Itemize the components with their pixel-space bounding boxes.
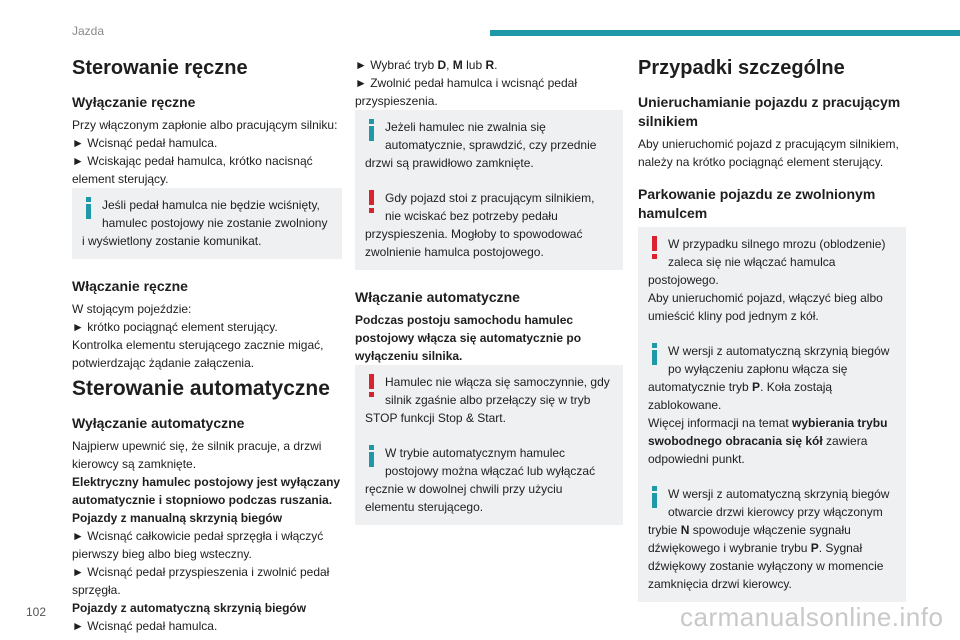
heading-automatic-release: Wyłączanie automatyczne — [72, 415, 245, 432]
step: ► Wcisnąć pedał przyspieszenia i zwolnić pedał sprzęgła. — [72, 564, 330, 597]
warning-icon — [650, 236, 660, 260]
note-text: Gdy pojazd stoi z pracującym silnikiem, nie wciskać bez potrzeby pedału przyspieszenia. Mogłoby to spowodować zwolnienie hamulca postojowego. — [365, 191, 595, 259]
heading-manual-control: Sterowanie ręczne — [72, 57, 248, 79]
heading-manual-release: Wyłączanie ręczne — [72, 94, 196, 110]
info-icon — [367, 119, 377, 143]
step: ► Wcisnąć pedał hamulca. — [72, 135, 218, 150]
paragraph: W stojącym pojeździe: — [72, 301, 192, 316]
warning-note — [355, 181, 623, 270]
note-text: W przypadku silnego mrozu (oblodzenie) zaleca się nie włączać hamulca postojowego. — [648, 236, 886, 287]
note-text: W trybie automatycznym hamulec postojowy można włączać lub wyłączać ręcznie w dowolnej chwili przy użyciu elementu sterującego. — [365, 445, 596, 514]
watermark: carmanualsonline.info — [680, 602, 944, 632]
note-text: Hamulec nie włącza się samoczynnie, gdy silnik zgaśnie albo przełączy się w tryb STOP funkcji Stop & Start. — [365, 374, 610, 425]
step: ► Wcisnąć całkowicie pedał sprzęgła i włączyć pierwszy bieg albo bieg wsteczny. — [72, 528, 324, 561]
paragraph: Kontrolka elementu sterującego zacznie migać, potwierdzając żądanie załączenia. — [72, 337, 324, 370]
paragraph-bold: Podczas postoju samochodu hamulec postojowy włącza się automatycznie po wyłączeniu silnika. — [355, 312, 582, 363]
info-note — [72, 188, 342, 259]
header-accent-bar — [490, 30, 960, 36]
paragraph-bold: Elektryczny hamulec postojowy jest wyłączany automatycznie i stopniowo podczas ruszania. — [72, 474, 341, 507]
column-left — [72, 56, 342, 635]
note-text: Jeżeli hamulec nie zwalnia się automatycznie, sprawdzić, czy przednie drzwi są prawidłowo zamknięte. — [365, 120, 597, 170]
warning-icon — [367, 190, 377, 214]
paragraph: Najpierw upewnić się, że silnik pracuje, a drzwi kierowcy są zamknięte. — [72, 438, 322, 471]
info-icon — [367, 445, 377, 469]
info-icon — [84, 197, 94, 221]
paragraph: Przy włączonym zapłonie albo pracującym silniku: — [72, 117, 338, 132]
cross-reference-link: wybierania trybu swobodnego obracania się kół — [648, 415, 888, 448]
step: ► Wcisnąć pedał hamulca. — [72, 618, 218, 633]
info-note — [355, 110, 623, 181]
note-text: Aby unieruchomić pojazd, włączyć bieg albo umieścić kliny pod jednym z kół. — [648, 290, 883, 323]
section-label: Jazda — [72, 24, 105, 38]
warning-icon — [367, 374, 377, 398]
warning-note — [355, 365, 623, 436]
page-number: 102 — [26, 605, 47, 619]
info-note — [355, 436, 623, 525]
column-middle — [355, 56, 623, 525]
heading-automatic-apply: Włączanie automatyczne — [355, 289, 520, 305]
note-text: Jeśli pedał hamulca nie będzie wciśnięty, hamulec postojowy nie zostanie zwolniony i wyświetlony zostanie komunikat. — [82, 197, 328, 248]
column-right — [638, 56, 906, 602]
heading-manual-apply: Włączanie ręczne — [72, 277, 188, 294]
warning-note — [638, 227, 906, 334]
subheading-manual-gearbox: Pojazdy z manualną skrzynią biegów — [72, 510, 283, 525]
subheading-automatic-gearbox: Pojazdy z automatyczną skrzynią biegów — [72, 600, 307, 615]
heading-automatic-control: Sterowanie automatyczne — [72, 376, 330, 400]
step-select-mode: ► Wybrać tryb D, M lub R. — [355, 58, 498, 72]
info-icon — [650, 486, 660, 510]
step: ► krótko pociągnąć element sterujący. — [72, 319, 278, 334]
heading-immobilise: Unieruchamianie pojazdu z pracującym silnikiem — [638, 94, 901, 129]
heading-special-cases: Przypadki szczególne — [638, 57, 845, 79]
step: ► Zwolnić pedał hamulca i wcisnąć pedał przyspieszenia. — [355, 76, 577, 108]
step: ► Wciskając pedał hamulca, krótko nacisnąć element sterujący. — [72, 153, 313, 186]
heading-parking-released: Parkowanie pojazdu ze zwolnionym hamulcem — [638, 185, 876, 221]
info-icon — [650, 343, 660, 367]
info-note: W wersji z automatyczną skrzynią biegów otwarcie drzwi kierowcy przy włączonym trybie N spowoduje włączenie sygnału dźwiękowego i wybranie trybu P. Sygnał dźwiękowy zostanie wyłączony w momencie zamknięcia drzwi kierowcy. — [638, 477, 906, 602]
info-note: W wersji z automatyczną skrzynią biegów po wyłączeniu zapłonu włącza się automatycznie tryb P. Koła zostają zablokowane. Więcej informacji na temat wybierania trybu swobodnego obracania się kół zawiera odpowiedni punkt. — [638, 334, 906, 477]
paragraph: Aby unieruchomić pojazd z pracującym silnikiem, należy na krótko pociągnąć element sterujący. — [638, 136, 899, 169]
